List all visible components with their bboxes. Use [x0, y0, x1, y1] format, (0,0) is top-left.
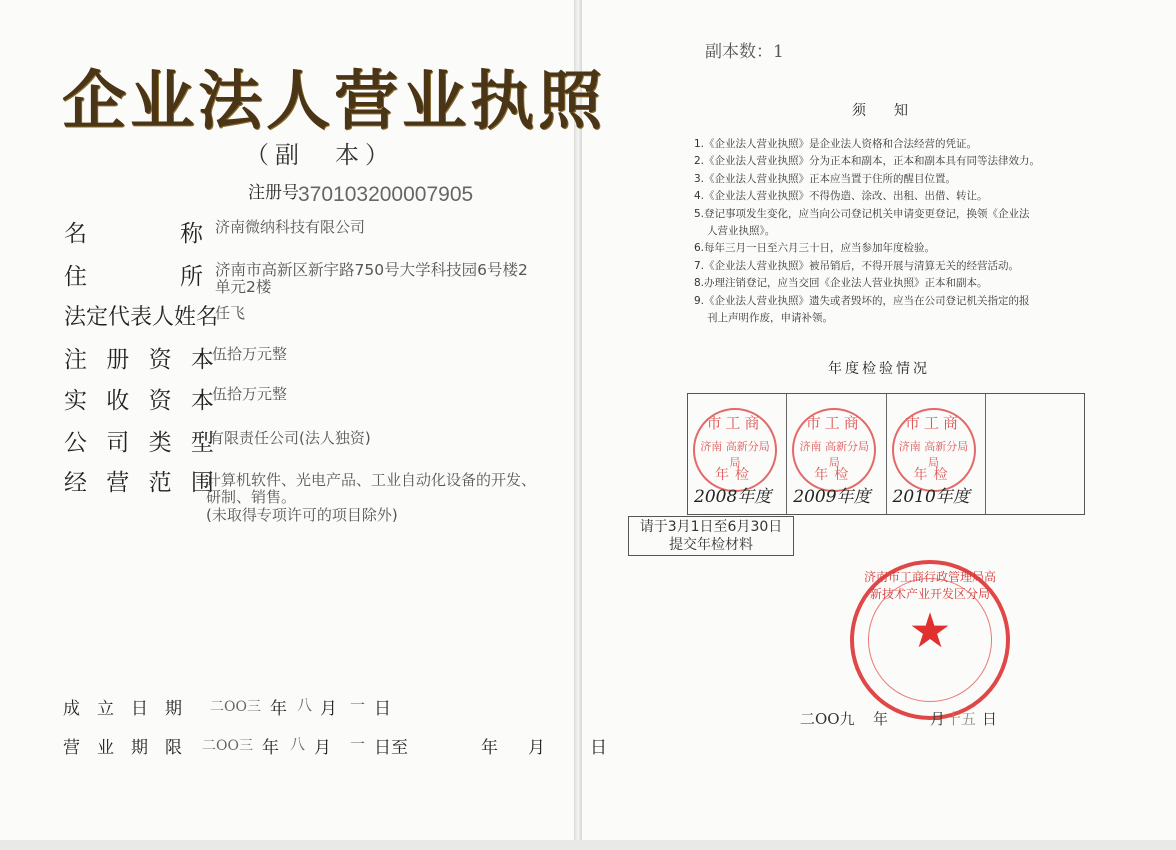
- term-to: 日至: [374, 738, 408, 758]
- notice-item: 5.登记事项发生变化，应当向公司登记机关申请变更登记，换领《企业法: [694, 207, 1030, 220]
- seal-text: 济南市工商行政管理局高新技术产业开发区分局: [863, 570, 996, 601]
- registered-capital-label: 注 册 资 本: [64, 347, 214, 373]
- term-end-month-unit: 月: [528, 738, 545, 758]
- company-name: 济南微纳科技有限公司: [215, 218, 366, 236]
- stamp-mid-text: 济南 高新分局 局: [700, 440, 770, 469]
- registered-capital: 伍拾万元整: [212, 345, 288, 363]
- copy-count: 副本数：1: [705, 42, 784, 62]
- stamp-bottom-text: 年检: [814, 467, 855, 483]
- notice-item: 6.每年三月一日至六月三十日，应当参加年度检验。: [694, 242, 936, 255]
- business-scope-line-3: (未取得专项许可的项目除外): [206, 506, 398, 524]
- star-icon: ★: [908, 603, 952, 659]
- company-type: 有限责任公司(法人独资): [209, 429, 371, 447]
- paid-capital-label: 实 收 资 本: [64, 388, 214, 414]
- notice-item: 1.《企业法人营业执照》是企业法人资格和合法经营的凭证。: [694, 138, 978, 150]
- notice-list: [694, 136, 1094, 327]
- founded-date-label: 成 立 日 期: [63, 699, 182, 719]
- issue-day: 十五: [946, 710, 977, 728]
- reg-number-label: 注册号: [248, 183, 299, 203]
- inspection-reminder-box: [628, 516, 794, 556]
- term-start-day: 一: [350, 735, 366, 753]
- legal-rep-label: 法定代表人姓名: [64, 305, 219, 330]
- term-year-unit: 年: [262, 738, 279, 758]
- inspection-stamp: [693, 408, 777, 492]
- inspection-stamp: [792, 408, 876, 492]
- founded-day: 一: [350, 696, 366, 714]
- stamp-bottom-text: 年检: [715, 467, 755, 483]
- address-label-2: 所: [180, 264, 203, 290]
- notice-item: 7.《企业法人营业执照》被吊销后，不得开展与清算无关的经营活动。: [694, 259, 1020, 272]
- founded-month-unit: 月: [320, 699, 337, 719]
- notice-item: 人营业执照》。: [707, 225, 776, 238]
- address-line-1: 济南市高新区新宇路750号大学科技园6号楼2: [215, 261, 528, 279]
- business-term-row: [0, 733, 620, 757]
- reminder-line-1: 请于3月1日至6月30日: [639, 519, 783, 535]
- reg-number: 370103200007905: [298, 183, 474, 206]
- name-label-1: 名: [64, 221, 87, 247]
- company-type-label: 公 司 类 型: [64, 430, 214, 456]
- issue-year-unit: 年: [873, 710, 889, 728]
- notice-item: 刊上声明作废，申请补领。: [707, 312, 833, 325]
- legal-rep-name: 任飞: [215, 304, 246, 322]
- inspection-cell: [787, 394, 886, 514]
- stamp-mid-text: 济南 高新分局 局: [799, 440, 869, 469]
- notice-item: 2.《企业法人营业执照》分为正本和副本，正本和副本具有同等法律效力。: [694, 155, 1041, 168]
- founded-day-unit: 日: [374, 699, 391, 719]
- document-subtitle: （副 本）: [245, 141, 395, 169]
- inspection-cell: [688, 394, 787, 514]
- notice-item: 8.办理注销登记，应当交回《企业法人营业执照》正本和副本。: [694, 277, 988, 290]
- business-scope-label: 经 营 范 围: [64, 470, 214, 496]
- inspection-cell: [887, 394, 986, 514]
- handwritten-year: 2010年度: [892, 487, 970, 507]
- term-end-year-unit: 年: [481, 738, 498, 758]
- address-line-2: 单元2楼: [215, 278, 272, 296]
- stamp-top-text: 市工商: [706, 414, 764, 432]
- paid-capital: 伍拾万元整: [212, 385, 288, 403]
- stamp-top-text: 市工商: [805, 414, 863, 432]
- notice-item: 3.《企业法人营业执照》正本应当置于住所的醒目位置。: [694, 172, 957, 185]
- term-start-month: 八: [290, 735, 306, 753]
- inspection-stamp: [892, 408, 976, 492]
- term-end-day-unit: 日: [590, 738, 607, 758]
- inspection-cell-empty: [986, 394, 1084, 514]
- business-scope-line-1: 计算机软件、光电产品、工业自动化设备的开发、: [206, 471, 537, 489]
- founded-month: 八: [297, 696, 313, 714]
- name-label-2: 称: [180, 221, 203, 247]
- reminder-line-2: 提交年检材料: [669, 537, 753, 553]
- stamp-top-text: 市工商: [904, 414, 962, 432]
- founded-year: 二OO三: [210, 699, 261, 715]
- notice-title: 须知: [852, 103, 936, 119]
- term-month-unit: 月: [314, 738, 331, 758]
- founded-date-row: [0, 694, 574, 718]
- stamp-bottom-text: 年检: [913, 467, 954, 483]
- stamp-mid-text: 济南 高新分局 局: [898, 440, 969, 469]
- founded-year-unit: 年: [270, 699, 287, 719]
- issue-month-unit: 月: [930, 710, 946, 728]
- notice-item: 4.《企业法人营业执照》不得伪造、涂改、出租、出借、转让。: [694, 190, 988, 203]
- document-title: 企业法人营业执照: [62, 64, 606, 139]
- issue-day-unit: 日: [982, 710, 998, 728]
- official-seal: [850, 560, 1010, 720]
- notice-item: 9.《企业法人营业执照》遗失或者毁坏的，应当在公司登记机关指定的报: [694, 294, 1030, 307]
- annual-inspection-title: 年度检验情况: [828, 361, 930, 377]
- issue-year: 二OO九: [800, 710, 855, 728]
- business-scope-line-2: 研制、销售。: [206, 488, 297, 506]
- handwritten-year: 2008年度: [694, 487, 772, 507]
- annual-inspection-table: [687, 393, 1085, 515]
- business-term-label: 营 业 期 限: [63, 738, 182, 758]
- term-start-year: 二OO三: [202, 738, 253, 754]
- handwritten-year: 2009年度: [793, 487, 871, 507]
- address-label-1: 住: [64, 264, 87, 290]
